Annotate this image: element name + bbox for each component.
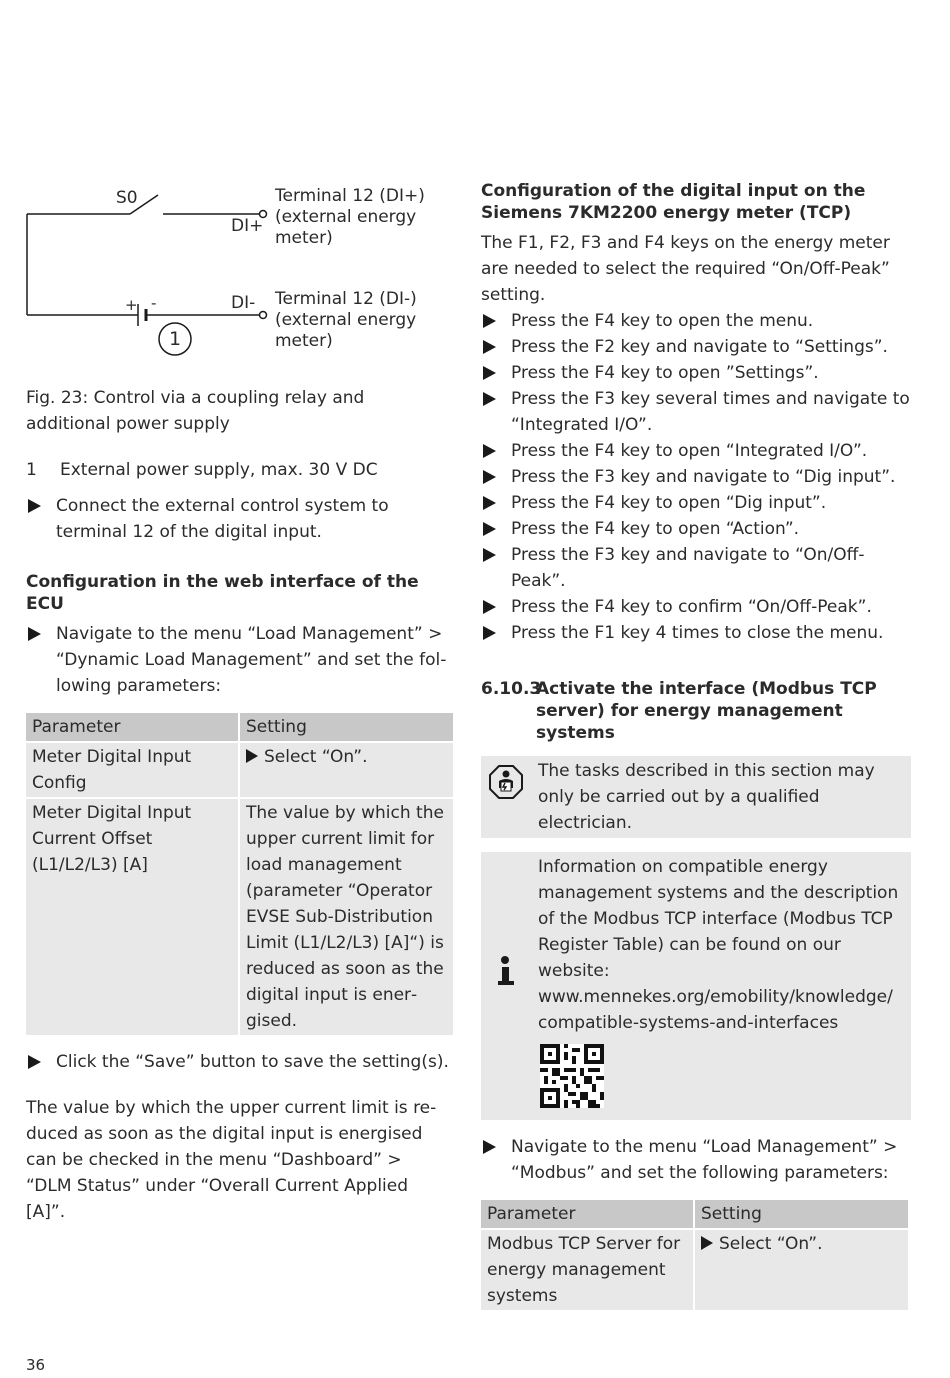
table-cell-setting	[695, 1230, 908, 1310]
qr-code-graphic	[540, 1044, 604, 1108]
step-text: Press the F4 key to open ”Settings”.	[511, 363, 819, 383]
arrow-icon	[483, 626, 496, 640]
step-text: Press the F1 key 4 times to close the menu.	[511, 623, 884, 643]
arrow-icon	[483, 392, 496, 406]
terminal-dip-label	[275, 186, 425, 249]
legend-text: External power supply, max. 30 V DC	[60, 460, 378, 480]
terminal-dim-line: (external energy	[275, 310, 417, 330]
minus-sign: -	[151, 294, 157, 312]
arrow-icon	[483, 548, 496, 562]
table-row	[26, 743, 453, 797]
list-item	[481, 620, 911, 646]
list-item	[481, 308, 911, 334]
arrow-icon	[483, 314, 496, 328]
list-item	[481, 438, 911, 464]
qr-code-icon	[540, 1044, 604, 1108]
terminal-dim-line: Terminal 12 (DI-)	[275, 289, 417, 309]
legend-number: 1	[26, 460, 37, 480]
setting-text: Select “On”.	[719, 1234, 823, 1254]
table-header-cell: Parameter	[26, 713, 238, 741]
parameter-table-dlm	[24, 711, 455, 1037]
step-text: Press the F4 key to open the menu.	[511, 311, 814, 331]
terminal-dip-line: meter)	[275, 228, 333, 248]
list-item	[481, 490, 911, 516]
arrow-icon	[701, 1236, 713, 1250]
table-cell-param: Modbus TCP Server for energy management systems	[481, 1230, 693, 1310]
list-item	[481, 542, 911, 594]
section-number: 6.10.3	[481, 679, 542, 699]
page-number: 36	[26, 1356, 46, 1374]
siemens-intro: The F1, F2, F3 and F4 keys on the energy meter are needed to select the required “On/Off-Peak” setting.	[481, 233, 890, 305]
table-header-cell: Setting	[240, 713, 453, 741]
table-header-row	[26, 713, 453, 741]
arrow-icon	[483, 340, 496, 354]
step-text: Click the “Save” button to save the setting(s).	[56, 1052, 449, 1072]
step-text: Navigate to the menu “Load Management” > “Modbus” and set the following parameters:	[511, 1137, 898, 1183]
right-text-column	[481, 180, 911, 1312]
table-header-cell: Setting	[695, 1200, 908, 1228]
parameter-table-modbus	[479, 1198, 910, 1312]
list-item	[481, 360, 911, 386]
terminal-dim-line: meter)	[275, 331, 333, 351]
arrow-icon	[28, 1055, 41, 1069]
left-text-column	[26, 385, 451, 1225]
step-text: Press the F2 key and navigate to “Settings”.	[511, 337, 888, 357]
dlm-status-paragraph: The value by which the upper current limit is reduced as soon as the digital input is energised can be checked in the menu “Dashboard” > “DLM Status” under “Overall Current Applied [A]”.	[26, 1098, 437, 1222]
warning-text: The tasks described in this section may only be carried out by a qualified electrician.	[538, 761, 875, 833]
list-item	[481, 386, 911, 438]
step-connect	[26, 493, 451, 545]
arrow-icon	[483, 444, 496, 458]
table-cell-param: Meter Digital Input Config	[26, 743, 238, 797]
table-cell-setting: The value by which the upper current limit for load management (parameter “Operator EVSE Sub-Distribution Limit (L1/L2/L3) [A]“) is reduced as soon as the digital input is energised.	[240, 799, 453, 1035]
info-note	[481, 852, 911, 1120]
setting-text: Select “On”.	[264, 747, 368, 767]
step-text: Press the F4 key to open “Integrated I/O”.	[511, 441, 868, 461]
arrow-icon	[28, 499, 41, 513]
step-text: Press the F3 key and navigate to “On/Off-Peak”.	[511, 545, 865, 591]
section-heading	[481, 678, 911, 744]
electrician-warning-note	[481, 756, 911, 838]
step-text: Press the F4 key to open “Dig input”.	[511, 493, 827, 513]
step-text: Press the F4 key to open “Action”.	[511, 519, 800, 539]
step-text: Press the F3 key and navigate to “Dig input”.	[511, 467, 896, 487]
arrow-icon	[483, 366, 496, 380]
ecu-config-heading: Configuration in the web interface of the ECU	[26, 572, 419, 614]
terminal-dip-line: Terminal 12 (DI+)	[275, 186, 425, 206]
step-text: Navigate to the menu “Load Management” > “Dynamic Load Management” and set the following parameters:	[56, 624, 447, 696]
arrow-icon	[483, 496, 496, 510]
arrow-icon	[483, 522, 496, 536]
callout-number: 1	[169, 328, 182, 350]
arrow-icon	[483, 1140, 496, 1154]
table-row	[481, 1230, 908, 1310]
arrow-icon	[483, 470, 496, 484]
step-navigate-modbus	[481, 1134, 911, 1186]
di-minus-label: DI-	[231, 293, 256, 313]
table-cell-param: Meter Digital Input Current Offset (L1/L2/L3) [A]	[26, 799, 238, 1035]
step-text: Press the F4 key to confirm “On/Off-Peak”.	[511, 597, 872, 617]
electrician-icon	[488, 764, 524, 800]
arrow-icon	[28, 627, 41, 641]
figure-caption: Fig. 23: Control via a coupling relay and additional power supply	[26, 388, 365, 434]
terminal-dim-label	[275, 289, 417, 352]
section-title: Activate the interface (Modbus TCP server) for energy management systems	[536, 679, 877, 743]
di-plus-label: DI+	[231, 216, 264, 236]
step-save	[26, 1049, 451, 1075]
list-item	[481, 334, 911, 360]
list-item	[481, 464, 911, 490]
info-text: Information on compatible energy management systems and the description of the Modbus TCP interface (Modbus TCP Register Table) can be found on our website: www.mennekes.org/emobility/knowledge/ compatible-systems-and-interfaces	[538, 857, 899, 1033]
table-row	[26, 799, 453, 1035]
terminal-dip-line: (external energy	[275, 207, 417, 227]
siemens-config-heading: Configuration of the digital input on the Siemens 7KM2200 energy meter (TCP)	[481, 181, 866, 223]
table-header-cell: Parameter	[481, 1200, 693, 1228]
plus-sign: +	[125, 296, 138, 314]
arrow-icon	[483, 600, 496, 614]
circuit-diagram	[26, 184, 456, 364]
step-navigate-dlm	[26, 621, 451, 699]
siemens-step-list	[481, 308, 911, 646]
table-cell-setting	[240, 743, 453, 797]
legend-item	[26, 457, 451, 483]
table-header-row	[481, 1200, 908, 1228]
switch-label: S0	[116, 188, 138, 208]
arrow-icon	[246, 749, 258, 763]
list-item	[481, 516, 911, 542]
step-text: Connect the external control system to terminal 12 of the digital input.	[56, 496, 389, 542]
info-icon	[499, 956, 514, 985]
list-item	[481, 594, 911, 620]
step-text: Press the F3 key several times and navigate to “Integrated I/O”.	[511, 389, 910, 435]
